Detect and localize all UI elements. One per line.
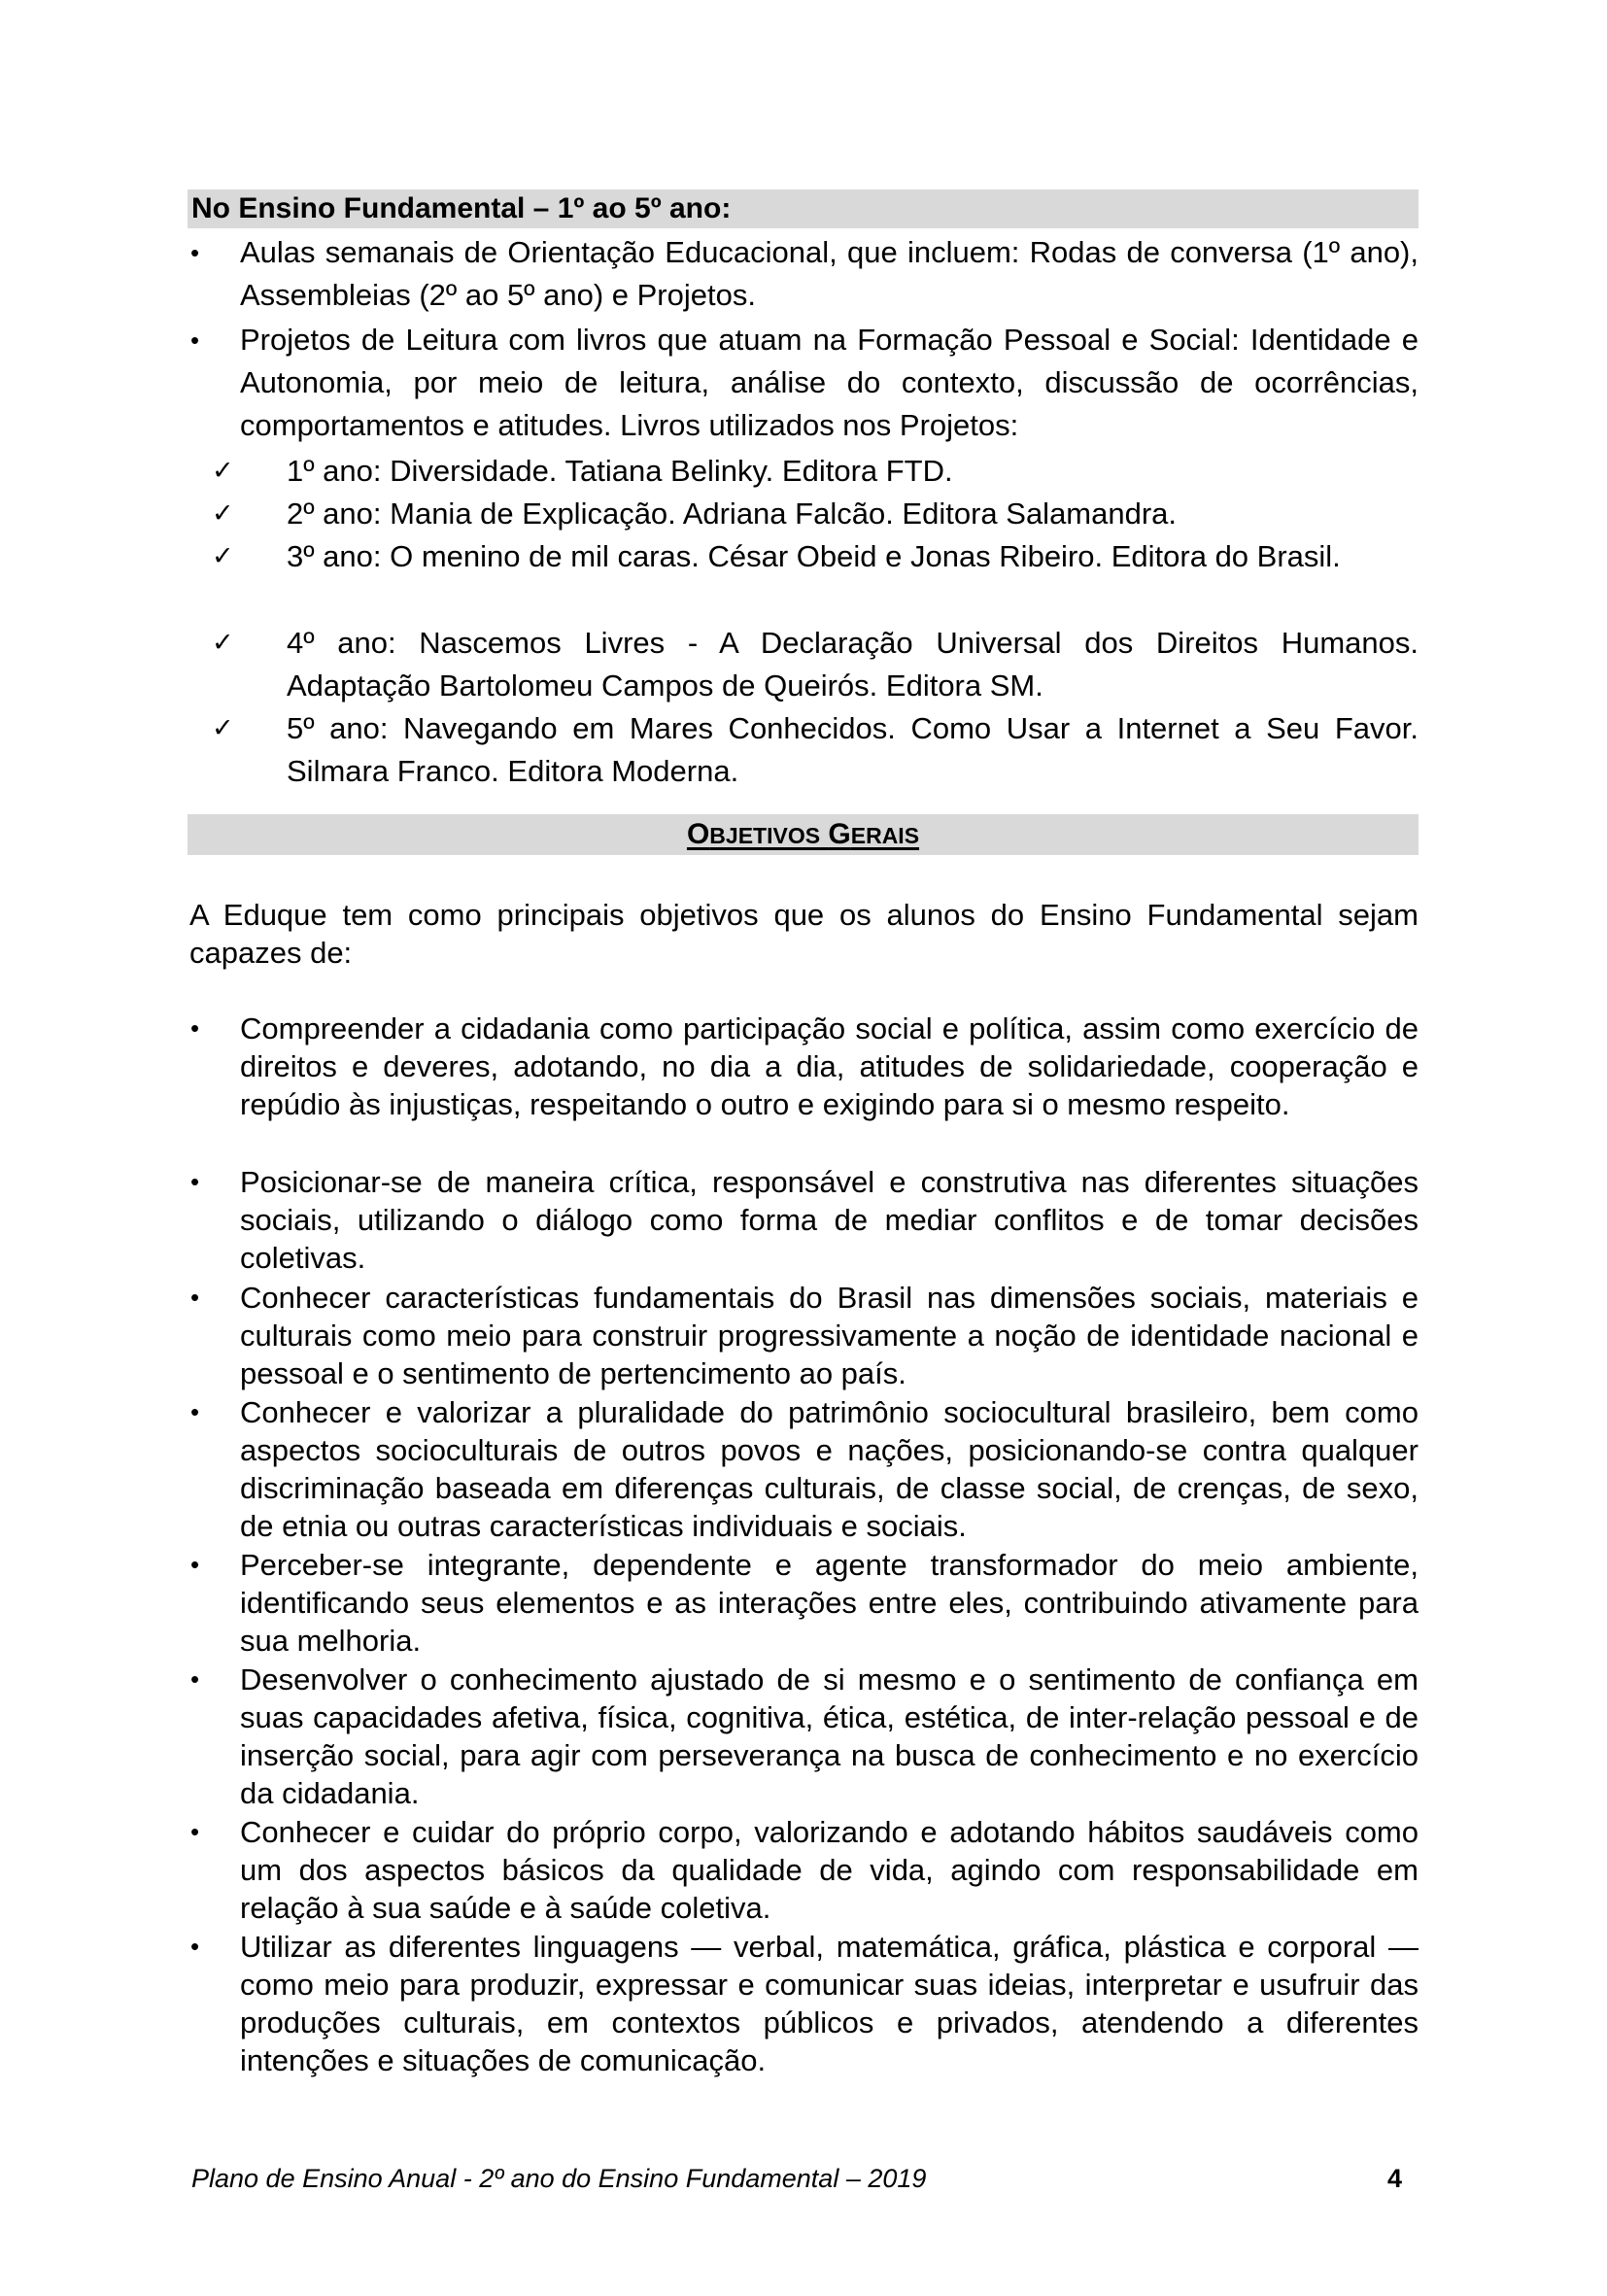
heading-smallcaps: BJETIVOS [709, 823, 821, 848]
list-item: Perceber-se integrante, dependente e agente transformador do meio ambiente, identificando seus elementos e as interações entre eles, contribuindo ativamente para sua melhoria. [240, 1548, 1419, 1658]
book-item: 3º ano: O menino de mil caras. César Obeid e Jonas Ribeiro. Editora do Brasil. [287, 539, 1341, 573]
checkmark-icon: ✓ [212, 541, 234, 571]
heading-smallcaps: ERAIS [850, 823, 920, 848]
section-heading-objetivos [188, 818, 1419, 852]
heading-initial: O [686, 818, 710, 850]
page-number: 4 [1387, 2164, 1403, 2193]
intro-paragraph: A Eduque tem como principais objetivos que os alunos do Ensino Fundamental sejam capazes de: [189, 898, 1419, 970]
bullet-marker: • [190, 1283, 200, 1312]
checkmark-icon: ✓ [212, 628, 234, 658]
checkmark-icon: ✓ [212, 498, 234, 529]
bullet-marker: • [190, 1817, 200, 1846]
list-item: Aulas semanais de Orientação Educacional, que incluem: Rodas de conversa (1º ano), Assembleias (2º ao 5º ano) e Projetos. [240, 235, 1419, 312]
bullet-marker: • [190, 1932, 200, 1961]
book-item: 4º ano: Nascemos Livres - A Declaração Universal dos Direitos Humanos. Adaptação Bartolomeu Campos de Queirós. Editora SM. [287, 626, 1419, 703]
bullet-marker: • [190, 326, 200, 355]
checkmark-icon: ✓ [212, 713, 234, 743]
list-item: Projetos de Leitura com livros que atuam na Formação Pessoal e Social: Identidade e Autonomia, por meio de leitura, análise do contexto, discussão de ocorrências, comportamentos e atitudes. Livros utilizados nos Projetos: [240, 323, 1419, 442]
list-item: Compreender a cidadania como participação social e política, assim como exercício de direitos e deveres, adotando, no dia a dia, atitudes de solidariedade, cooperação e repúdio às injustiças, respeitando o outro e exigindo para si o mesmo respeito. [240, 1011, 1419, 1121]
bullet-marker: • [190, 1664, 200, 1694]
list-item: Conhecer características fundamentais do Brasil nas dimensões sociais, materiais e culturais como meio para construir progressivamente a noção de identidade nacional e pessoal e o sentimento de pertencimento ao país. [240, 1281, 1419, 1390]
page-footer: Plano de Ensino Anual - 2º ano do Ensino Fundamental – 2019 [191, 2164, 927, 2193]
list-item: Desenvolver o conhecimento ajustado de si mesmo e o sentimento de confiança em suas capacidades afetiva, física, cognitiva, ética, estética, de inter-relação pessoal e de inserção social, para agir com perseverança na busca de conhecimento e no exercício da cidadania. [240, 1662, 1419, 1810]
heading-initial: G [828, 818, 851, 850]
bullet-marker: • [190, 1550, 200, 1579]
bullet-marker: • [190, 1013, 200, 1043]
bullet-marker: • [190, 1397, 200, 1426]
book-item: 1º ano: Diversidade. Tatiana Belinky. Editora FTD. [287, 454, 953, 488]
book-item: 5º ano: Navegando em Mares Conhecidos. Como Usar a Internet a Seu Favor. Silmara Franco. Editora Moderna. [287, 711, 1419, 788]
bullet-marker: • [190, 1167, 200, 1196]
list-item: Utilizar as diferentes linguagens — verbal, matemática, gráfica, plástica e corporal — como meio para produzir, expressar e comunicar suas ideias, interpretar e usufruir das produções culturais, em contextos públicos e privados, atendendo a diferentes intenções e situações de comunicação. [240, 1930, 1419, 2077]
list-item: Conhecer e cuidar do próprio corpo, valorizando e adotando hábitos saudáveis como um dos aspectos básicos da qualidade de vida, agindo com responsabilidade em relação à sua saúde e à saúde coletiva. [240, 1815, 1419, 1925]
list-item: Posicionar-se de maneira crítica, responsável e construtiva nas diferentes situações sociais, utilizando o diálogo como forma de mediar conflitos e de tomar decisões coletivas. [240, 1165, 1419, 1275]
checkmark-icon: ✓ [212, 456, 234, 486]
section-heading-fundamental: No Ensino Fundamental – 1º ao 5º ano: [191, 192, 732, 224]
bullet-marker: • [190, 238, 200, 267]
book-item: 2º ano: Mania de Explicação. Adriana Falcão. Editora Salamandra. [287, 497, 1178, 531]
list-item: Conhecer e valorizar a pluralidade do patrimônio sociocultural brasileiro, bem como aspectos socioculturais de outros povos e nações, posicionando-se contra qualquer discriminação baseada em diferenças culturais, de classe social, de crenças, de sexo, de etnia ou outras características individuais e sociais. [240, 1395, 1419, 1543]
